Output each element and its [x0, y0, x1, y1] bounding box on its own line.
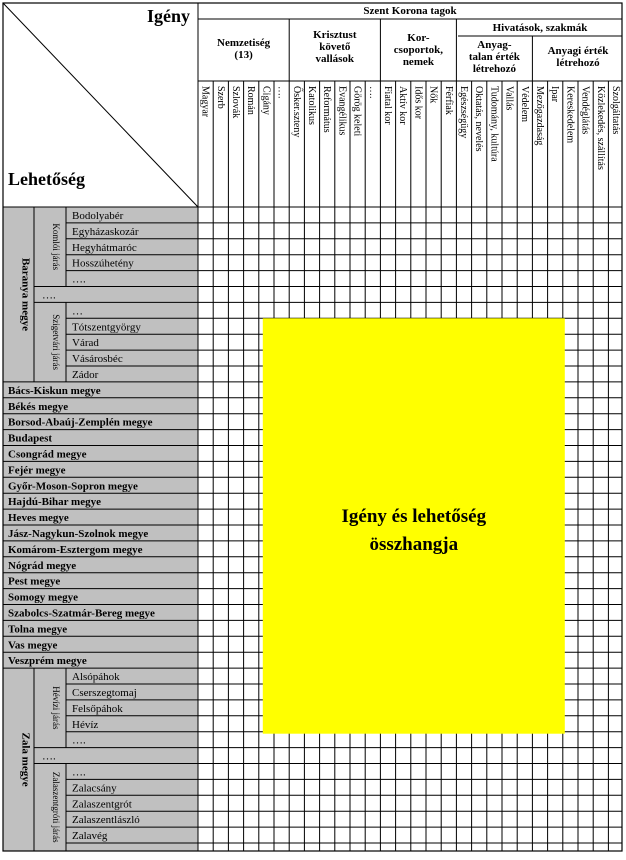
column-label: Fiatal kor: [382, 86, 393, 125]
zala-ellipsis: ….: [42, 750, 56, 763]
szigetvari-village: Várad: [72, 337, 99, 350]
column-label: Kereskedelem: [564, 86, 576, 144]
county-label: Bács-Kiskun megye: [8, 384, 101, 397]
county-label: Borsod-Abaúj-Zemplén megye: [8, 416, 153, 429]
header-szent-korona: Szent Korona tagok: [363, 5, 457, 17]
column-label: Ősker.szteny: [290, 86, 302, 138]
column-label: Református: [321, 86, 333, 133]
column-label: Védelem: [518, 86, 530, 123]
header-group-1: Krisztust: [313, 29, 357, 41]
column-label: ….: [275, 86, 287, 99]
column-label: Tudomány, kultúra: [488, 86, 500, 162]
hevizi-village: ….: [72, 734, 86, 747]
szigetvari-label: Szigetvári járás: [51, 314, 61, 371]
hevizi-village: Cserszegtomaj: [72, 687, 137, 699]
baranya-label: Baranya megye: [19, 257, 32, 331]
county-label: Jász-Nagykun-Szolnok megye: [8, 528, 149, 540]
header-subgroup-0: létrehozó: [472, 63, 516, 75]
corner-igeny: Igény: [146, 6, 190, 26]
komloi-village: Hosszúhetény: [72, 257, 134, 270]
zalaszentgroti-label: Zalaszentgróti járás: [51, 771, 61, 843]
szigetvari-village: Tótszentgyörgy: [72, 321, 141, 334]
header-subgroup-1: létrehozó: [556, 57, 600, 69]
column-label: Ipar: [549, 86, 561, 103]
hevizi-village: Felsőpáhok: [72, 702, 123, 715]
column-label: Oktatás, nevelés: [473, 86, 485, 152]
zalaszentgroti-village: Zalaszentlászló: [72, 814, 140, 827]
overlay-line-1: Igény és lehetőség: [341, 506, 487, 527]
komloi-village: Egyházaskozár: [72, 225, 139, 238]
header-group-2: nemek: [402, 56, 434, 68]
column-label: Cigány: [260, 86, 272, 115]
zalaszentgroti-village: ….: [72, 766, 86, 779]
szigetvari-village: …: [72, 305, 83, 318]
column-label: Vendéglátás: [579, 86, 591, 135]
hevizi-village: Alsópáhok: [72, 671, 120, 684]
column-label: Férfiak: [442, 86, 454, 115]
overlay-line-2: összhangja: [369, 534, 459, 555]
hevizi-village: Hévíz: [72, 718, 99, 731]
county-label: Tolna megye: [8, 623, 68, 636]
column-label: Aktív kor: [397, 86, 409, 125]
zalaszentgroti-village: Zalaszentgrót: [72, 798, 132, 811]
county-label: Heves megye: [8, 512, 69, 525]
header-group-2: csoportok,: [393, 44, 444, 56]
zalaszentgroti-village: Zalacsány: [72, 782, 117, 795]
zalaszentgroti-village: Zalavég: [72, 830, 108, 843]
column-label: Közlekedés, szállítás: [594, 86, 606, 170]
column-label: Szlovák: [230, 86, 241, 119]
komloi-village: Bodolyabér: [72, 210, 124, 222]
county-label: Vas megye: [8, 639, 58, 652]
county-label: Győr-Moson-Sopron megye: [8, 480, 138, 493]
header-group-3: Hivatások, szakmák: [492, 22, 588, 34]
column-label: Idős kor: [412, 86, 424, 120]
baranya-ellipsis: ….: [42, 289, 56, 302]
column-label: Román: [245, 86, 257, 115]
county-label: Csongrád megye: [8, 448, 87, 461]
column-label: Katolikus: [306, 86, 317, 125]
szigetvari-village: Vásárosbéc: [72, 353, 123, 366]
header-group-0: Nemzetiség: [217, 37, 271, 49]
header-subgroup-0: talan érték: [468, 51, 520, 63]
county-label: Budapest: [8, 432, 53, 445]
header-group-1: követő: [319, 41, 351, 53]
column-label: Magyar: [199, 86, 211, 118]
header-group-1: vallások: [315, 53, 355, 65]
header-group-2: Kor-: [407, 32, 430, 44]
komloi-label: Komlói járás: [51, 223, 61, 271]
county-label: Szabolcs-Szatmár-Bereg megye: [8, 607, 155, 620]
szigetvari-village: Zádor: [72, 369, 99, 381]
county-label: Pest megye: [8, 575, 61, 588]
county-label: Békés megye: [8, 400, 69, 413]
header-subgroup-1: Anyagi érték: [547, 45, 609, 57]
county-label: Komárom-Esztergom megye: [8, 543, 143, 556]
column-label: ….: [366, 86, 378, 99]
county-label: Nógrád megye: [8, 559, 77, 572]
column-label: Görög keleti: [351, 86, 363, 137]
header-subgroup-0: Anyag-: [477, 39, 512, 51]
county-label: Fejér megye: [8, 464, 66, 477]
header-group-0: (13): [234, 49, 253, 61]
column-label: Evangélikus: [336, 86, 348, 136]
column-label: Mezőgazdaság: [534, 86, 545, 146]
zala-label: Zala megye: [19, 732, 32, 787]
column-label: Egészségügy: [458, 86, 469, 139]
hevizi-label: Hévízi járás: [51, 686, 61, 730]
corner-lehetoseg: Lehetőség: [8, 169, 85, 189]
column-label: Szerb: [214, 86, 226, 109]
county-label: Somogy megye: [8, 591, 78, 604]
column-label: Szolgáltatás: [610, 86, 621, 135]
column-label: Vallás: [503, 86, 515, 111]
county-label: Hajdú-Bihar megye: [8, 496, 101, 509]
county-label: Veszprém megye: [8, 655, 87, 668]
komloi-village: ….: [72, 273, 86, 286]
komloi-village: Hegyhátmaróc: [72, 241, 137, 254]
column-label: Nők: [427, 86, 439, 104]
